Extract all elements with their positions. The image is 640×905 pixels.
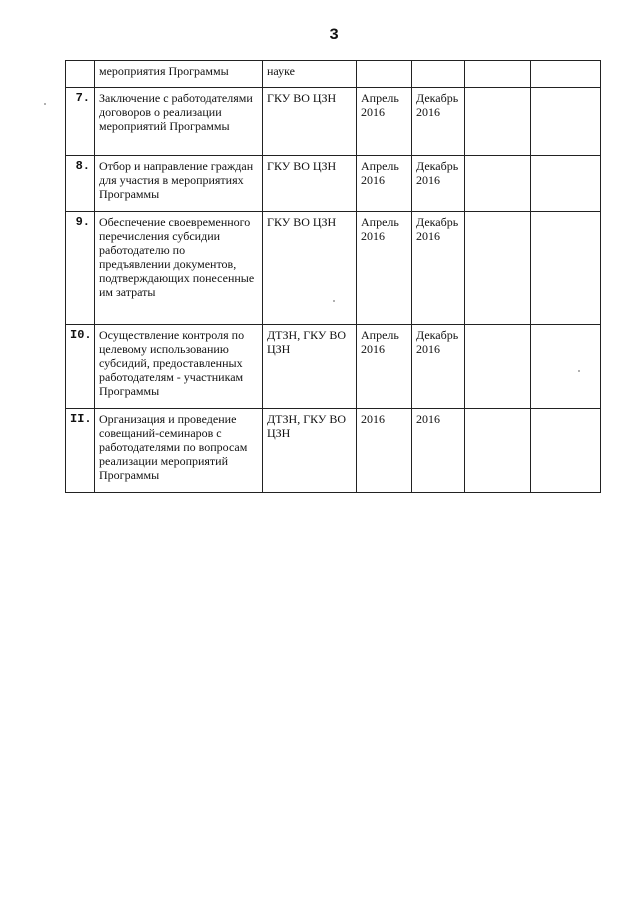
table-row <box>66 325 601 409</box>
row-number: 9. <box>66 212 95 325</box>
table-row <box>66 88 601 156</box>
row-number: II. <box>66 409 95 493</box>
executor-cell: ГКУ ВО ЦЗН <box>263 212 357 325</box>
end-cell: 2016 <box>412 409 465 493</box>
col7-cell <box>531 88 601 156</box>
start-cell: Апрель 2016 <box>357 212 412 325</box>
col7-cell <box>531 156 601 212</box>
col6-cell <box>465 61 531 88</box>
row-number <box>66 61 95 88</box>
col6-cell <box>465 212 531 325</box>
activity-cell: Осуществление контроля по целевому использованию субсидий, предоставленных работодателям - участникам Программы <box>95 325 263 409</box>
executor-cell: ГКУ ВО ЦЗН <box>263 88 357 156</box>
table-row <box>66 156 601 212</box>
activity-cell: Организация и проведение совещаний-семинаров с работодателями по вопросам реализации мероприятий Программы <box>95 409 263 493</box>
start-cell: 2016 <box>357 409 412 493</box>
scan-speck <box>578 370 580 372</box>
col7-cell <box>531 212 601 325</box>
end-cell: Декабрь 2016 <box>412 156 465 212</box>
start-cell: Апрель 2016 <box>357 325 412 409</box>
executor-cell: науке <box>263 61 357 88</box>
table-row <box>66 409 601 493</box>
col6-cell <box>465 88 531 156</box>
activity-cell: мероприятия Программы <box>95 61 263 88</box>
row-number: I0. <box>66 325 95 409</box>
activity-cell: Обеспечение своевременного перечисления субсидии работодателю по предъявлении документов, подтверждающих понесенные им затраты <box>95 212 263 325</box>
start-cell <box>357 61 412 88</box>
activity-cell: Заключение с работодателями договоров о реализации мероприятий Программы <box>95 88 263 156</box>
row-number: 8. <box>66 156 95 212</box>
executor-cell: ГКУ ВО ЦЗН <box>263 156 357 212</box>
col7-cell <box>531 409 601 493</box>
start-cell: Апрель 2016 <box>357 156 412 212</box>
scan-speck <box>44 103 46 105</box>
col7-cell <box>531 61 601 88</box>
col6-cell <box>465 409 531 493</box>
col7-cell <box>531 325 601 409</box>
start-cell: Апрель 2016 <box>357 88 412 156</box>
executor-cell: ДТЗН, ГКУ ВО ЦЗН <box>263 325 357 409</box>
activity-cell: Отбор и направление граждан для участия в мероприятиях Программы <box>95 156 263 212</box>
table-row-continuation <box>66 61 601 88</box>
scan-speck <box>333 300 335 302</box>
col6-cell <box>465 325 531 409</box>
end-cell: Декабрь 2016 <box>412 212 465 325</box>
col6-cell <box>465 156 531 212</box>
row-number: 7. <box>66 88 95 156</box>
program-activities-table <box>65 60 601 493</box>
end-cell <box>412 61 465 88</box>
end-cell: Декабрь 2016 <box>412 325 465 409</box>
executor-cell: ДТЗН, ГКУ ВО ЦЗН <box>263 409 357 493</box>
table-row <box>66 212 601 325</box>
end-cell: Декабрь 2016 <box>412 88 465 156</box>
page-number: 3 <box>329 26 339 44</box>
